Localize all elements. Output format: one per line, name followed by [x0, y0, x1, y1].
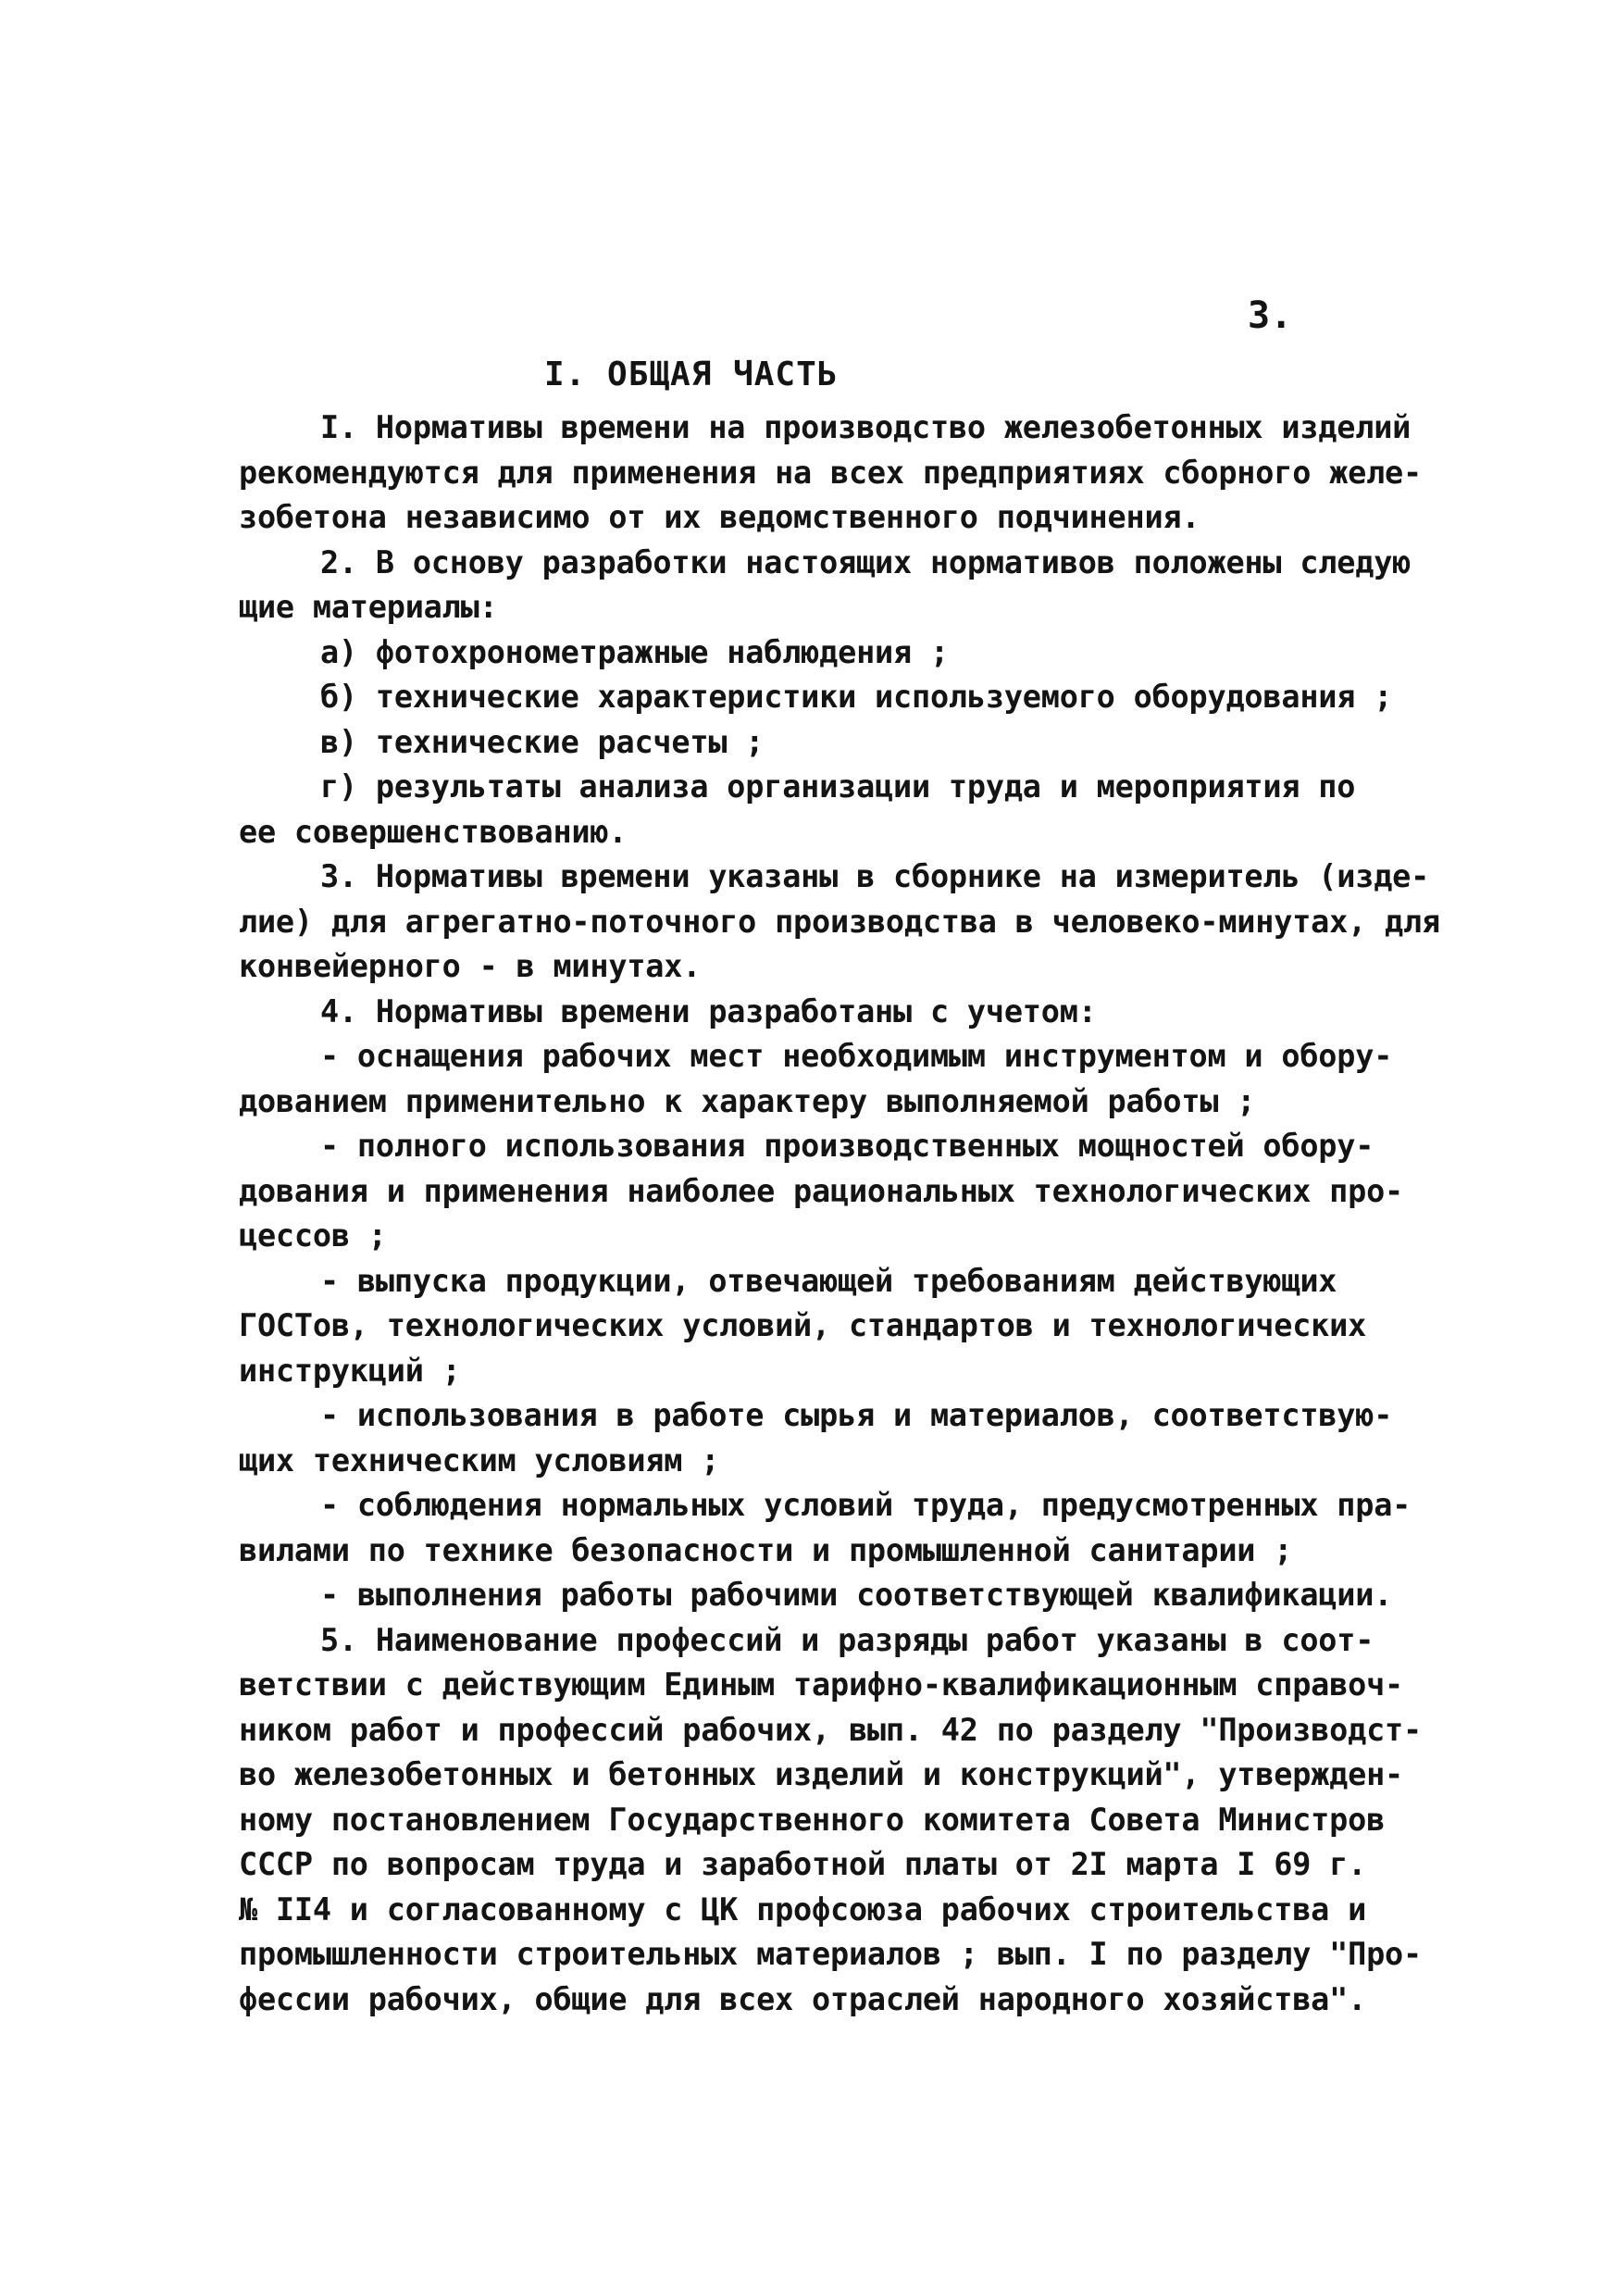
text-line: во железобетонных и бетонных изделий и конструкций", утвержден-	[239, 1756, 1404, 1792]
text-line: 2. В основу разработки настоящих нормативов положены следую	[320, 543, 1412, 580]
text-line: СССР по вопросам труда и заработной платы от 2I марта I 69 г.	[239, 1846, 1367, 1882]
body-text	[239, 406, 1442, 2022]
text-line: - полного использования производственных мощностей обору-	[320, 1128, 1374, 1164]
text-line: - использования в работе сырья и материалов, соответствую-	[320, 1397, 1393, 1433]
text-line: щие материалы:	[239, 589, 498, 625]
text-line: а) фотохронометражные наблюдения ;	[320, 633, 949, 670]
text-line: лие) для агрегатно-поточного производства в человеко-минутах, для	[239, 903, 1440, 940]
text-line: - соблюдения нормальных условий труда, предусмотренных пра-	[320, 1487, 1412, 1523]
text-line: дованием применительно к характеру выполняемой работы ;	[239, 1082, 1256, 1119]
text-line: - выполнения работы рабочими соответствующей квалификации.	[320, 1577, 1393, 1613]
text-line: рекомендуются для применения на всех предприятиях сборного желе-	[239, 454, 1422, 491]
text-line: 4. Нормативы времени разработаны с учетом:	[320, 992, 1097, 1029]
text-line: зобетона независимо от их ведомственного подчинения.	[239, 499, 1200, 535]
text-line: ником работ и профессий рабочих, вып. 42 по разделу "Производст-	[239, 1711, 1422, 1748]
text-line: ному постановлением Государственного комитета Совета Министров	[239, 1801, 1386, 1838]
text-line: ГОСТов, технологических условий, стандартов и технологических	[239, 1307, 1367, 1343]
text-line: ветствии с действующим Единым тарифно-квалификационным справоч-	[239, 1666, 1404, 1703]
text-line: фессии рабочих, общие для всех отраслей народного хозяйства".	[239, 1980, 1367, 2017]
text-line: щих техническим условиям ;	[239, 1441, 720, 1479]
section-title: I. ОБЩАЯ ЧАСТЬ	[544, 356, 839, 393]
text-line: в) технические расчеты ;	[320, 723, 765, 760]
text-line: ее совершенствованию.	[239, 813, 628, 850]
text-line: № II4 и согласованному с ЦК профсоюза рабочих строительства и	[239, 1890, 1367, 1928]
text-line: 3. Нормативы времени указаны в сборнике на измеритель (изде-	[320, 858, 1430, 894]
text-line: дования и применения наиболее рациональных технологических про-	[239, 1172, 1404, 1209]
text-line: б) технические характеристики используемого оборудования ;	[320, 679, 1393, 715]
page-number: 3.	[1248, 294, 1293, 337]
text-line: промышленности строительных материалов ; вып. I по разделу "Про-	[239, 1936, 1422, 1972]
text-line: - выпуска продукции, отвечающей требованиям действующих	[320, 1262, 1337, 1299]
text-line: 5. Наименование профессий и разряды работ указаны в соот-	[320, 1621, 1374, 1658]
text-line: инструкций ;	[239, 1352, 461, 1389]
text-line: - оснащения рабочих мест необходимым инструментом и обору-	[320, 1038, 1393, 1074]
text-line: цессов ;	[239, 1217, 387, 1254]
text-line: конвейерного - в минутах.	[239, 948, 702, 984]
text-line: г) результаты анализа организации труда и мероприятия по	[320, 768, 1356, 805]
text-line: вилами по технике безопасности и промышленной санитарии ;	[239, 1531, 1293, 1568]
text-line: I. Нормативы времени на производство железобетонных изделий	[320, 409, 1412, 445]
